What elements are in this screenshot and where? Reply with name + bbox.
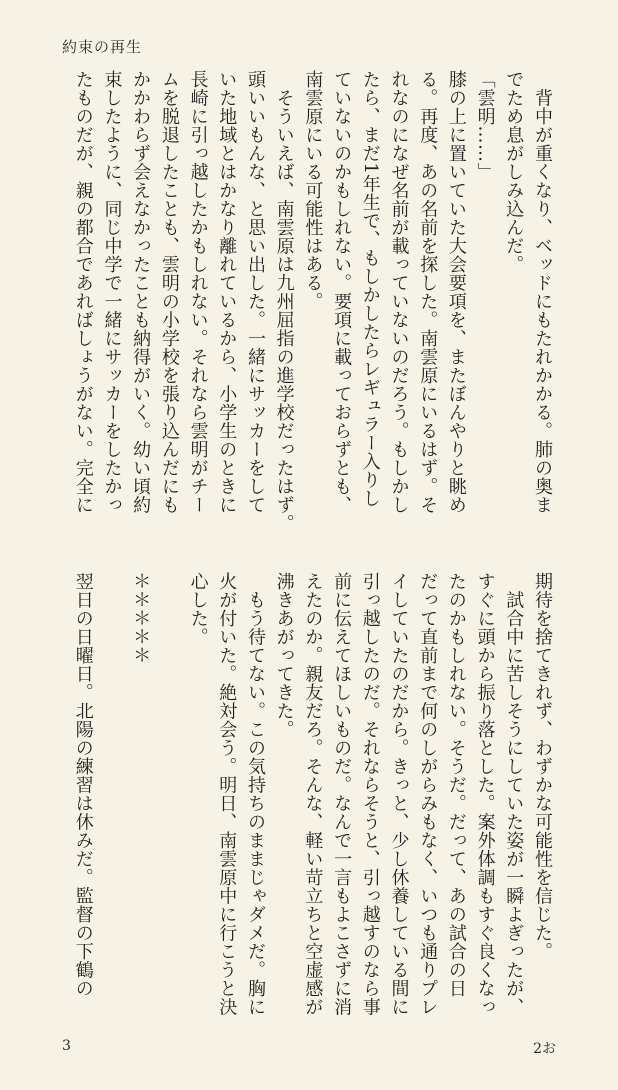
text-line: 心した。 [187, 572, 209, 646]
text-line: 背中が重くなり、ベッドにもたれかかる。肺の奥ま [532, 70, 553, 514]
text-line: ていないのかもしれない。要項に載っておらずとも、 [331, 70, 353, 514]
text-line: 引っ越したのだ。それならそうと、引っ越すのなら事 [359, 572, 381, 1016]
text-line: だって直前まで何のしがらみもなく、いつも通りプレ [417, 572, 439, 1016]
text-line: 南雲原にいる可能性はある。 [302, 70, 324, 311]
text-line: たのかもしれない。そうだ。だって、あの試合の日 [445, 572, 467, 998]
text-line: すぐに頭から振り落とした。案外体調もすぐ良くなっ [474, 572, 496, 1016]
text-line: イしていたのだから。きっと、少し休養している間に [388, 572, 410, 1016]
text-line: ムを脱退したことも、雲明の小学校を張り込んだにも [158, 70, 180, 514]
text-line: 長崎に引っ越したかもしれない。それなら雲明がチー [187, 70, 209, 514]
text-line: れなのになぜ名前が載っていないのだろう。もしかし [388, 70, 410, 514]
page-label: 2お [533, 1041, 556, 1057]
text-line: たものだが、親の都合であればしょうがない。完全に [72, 70, 94, 514]
text-line: 頭いいもんな、と思い出した。一緒にサッカーをして [244, 70, 266, 514]
body-text-lower [61, 572, 556, 1024]
text-line [97, 572, 126, 1024]
text-line: 期待を捨てきれず、わずかな可能性を信じた。 [532, 572, 553, 961]
text-line: 沸きあがってきた。 [273, 572, 295, 739]
text-line: 試合中に苦しそうにしていた姿が一瞬よぎったが、 [503, 572, 525, 1016]
text-line: たら、まだ1年生で、もしかしたらレギュラー入りし [359, 70, 381, 508]
text-line [154, 572, 183, 1024]
text-line: 膝の上に置いていた大会要項を、またぼんやりと眺め [445, 70, 467, 514]
text-line: もう待てない。この気持ちのままじゃダメだ。胸に [244, 572, 266, 1016]
text-line: いた地域とはかなり離れているから、小学生のときに [216, 70, 238, 514]
text-line: 束したように、同じ中学で一緒にサッカーをしたかっ [101, 70, 123, 514]
chapter-title: 約束の再生 [62, 38, 143, 56]
text-line: 「雲明……」 [474, 70, 496, 181]
text-line: でため息がしみ込んだ。 [503, 70, 525, 274]
text-line: そういえば、南雲原は九州屈指の進学校だったはず。 [273, 70, 295, 533]
text-line: えたのか。親友だろ。そんな、軽い苛立ちと空虚感が [302, 572, 324, 1016]
page-number: 3 [62, 1038, 71, 1054]
text-line: 火が付いた。絶対会う。明日、南雲原中に行こうと決 [216, 572, 238, 1016]
text-line: 翌日の日曜日。北陽の練習は休みだ。監督の下鶴の [72, 572, 94, 998]
section-divider: ＊＊＊＊＊ [130, 572, 152, 665]
body-text-upper [61, 70, 556, 533]
text-line: 前に伝えてほしいものだ。なんで一言もよこさずに消 [331, 572, 353, 1016]
text-line: る。再度、あの名前を探した。南雲原にいるはず。そ [417, 70, 439, 514]
text-line: かかわらず会えなかったことも納得がいく。幼い頃約 [130, 70, 152, 514]
